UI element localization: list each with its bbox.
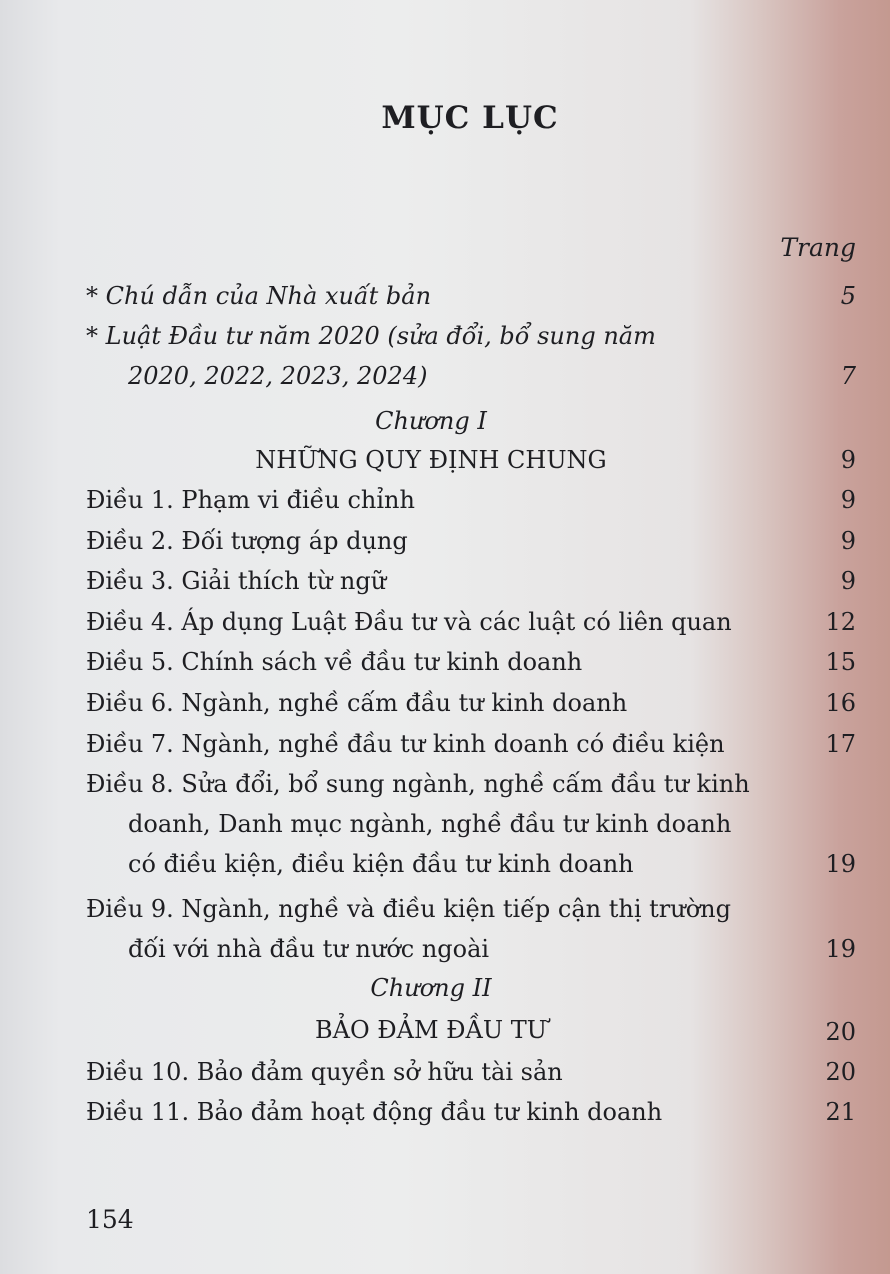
toc-page-number: 9 (840, 446, 856, 474)
toc-page-number: 9 (840, 527, 856, 555)
page-column-label: Trang (780, 233, 856, 262)
chapter-title: NHỮNG QUY ĐỊNH CHUNG (255, 446, 607, 474)
toc-entry: Điều 3. Giải thích từ ngữ 9 (86, 561, 856, 601)
toc-entry: * Luật Đầu tư năm 2020 (sửa đổi, bổ sung năm 2020, 2022, 2023, 2024) 7 (86, 316, 856, 396)
toc-page-number: 9 (840, 567, 856, 595)
toc-entry: Điều 11. Bảo đảm hoạt động đầu tư kinh doanh 21 (86, 1092, 856, 1132)
toc-entry: Điều 7. Ngành, nghề đầu tư kinh doanh có điều kiện 17 (86, 724, 856, 764)
toc-page-number: 7 (840, 362, 856, 390)
toc-entry: Điều 9. Ngành, nghề và điều kiện tiếp cận thị trường đối với nhà đầu tư nước ngoài 19 (86, 889, 856, 969)
page-number: 154 (86, 1205, 134, 1234)
toc-page-number: 19 (825, 850, 856, 878)
page-title: MỤC LỤC (381, 100, 559, 136)
toc-entry: Điều 10. Bảo đảm quyền sở hữu tài sản 20 (86, 1052, 856, 1092)
toc-page-number: 19 (825, 935, 856, 963)
toc-entry: * Chú dẫn của Nhà xuất bản 5 (86, 276, 856, 316)
toc-entry: Điều 4. Áp dụng Luật Đầu tư và các luật có liên quan 12 (86, 602, 856, 642)
toc-entry: Điều 8. Sửa đổi, bổ sung ngành, nghề cấm đầu tư kinh doanh, Danh mục ngành, nghề đầu tư kinh doanh có điều kiện, điều kiện đầu tư kinh doanh 19 (86, 764, 856, 884)
toc-entry: Điều 2. Đối tượng áp dụng 9 (86, 521, 856, 561)
toc-page-number: 20 (825, 1058, 856, 1086)
toc-page-number: 21 (825, 1098, 856, 1126)
chapter-label: Chương I (375, 407, 487, 435)
toc-page-number: 5 (840, 282, 856, 310)
toc-entry: Điều 1. Phạm vi điều chỉnh 9 (86, 480, 856, 520)
toc-page-number: 9 (840, 486, 856, 514)
toc-page-number: 20 (825, 1018, 856, 1046)
toc-entry: Điều 5. Chính sách về đầu tư kinh doanh 15 (86, 642, 856, 682)
toc-page-number: 17 (825, 730, 856, 758)
toc-page-number: 16 (825, 689, 856, 717)
chapter-label: Chương II (370, 974, 492, 1002)
toc-page-number: 12 (825, 608, 856, 636)
toc-page-number: 15 (825, 648, 856, 676)
chapter-title: BẢO ĐẢM ĐẦU TƯ (315, 1016, 547, 1044)
toc-entry: Điều 6. Ngành, nghề cấm đầu tư kinh doanh 16 (86, 683, 856, 723)
